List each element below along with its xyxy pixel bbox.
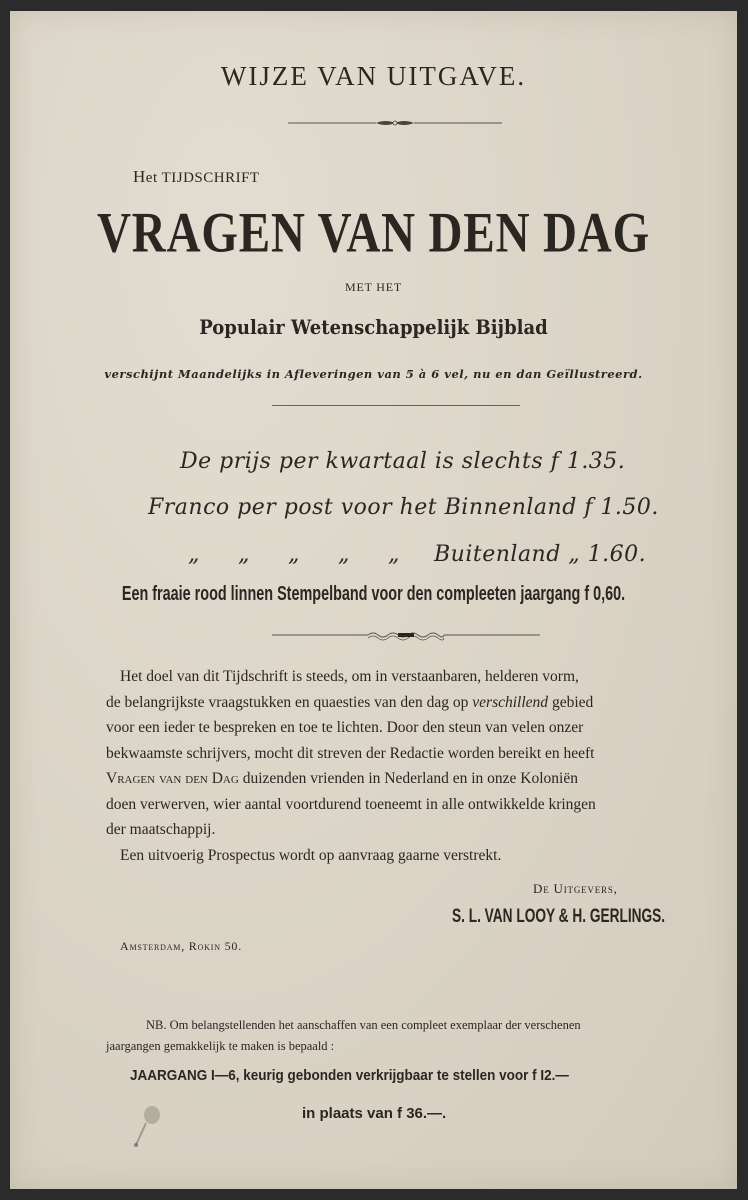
ditto-mark: „ xyxy=(338,542,350,567)
intro-capital: H xyxy=(133,167,146,186)
publication-frequency: verschijnt Maandelijks in Afleveringen van 5 à 6 vel, nu en dan Geïllustreerd. xyxy=(104,367,643,381)
divider-rule xyxy=(272,405,520,406)
publishers-names: S. L. VAN LOOY & H. GERLINGS. xyxy=(452,906,666,927)
bundle-offer: JAARGANG I—6, keurig gebonden verkrijgbaar te stellen voor f I2.— xyxy=(130,1067,569,1084)
wave-ornament-icon xyxy=(272,629,540,641)
body-line: doen verwerven, wier aantal voortdurend toeneemt in alle ontwikkelde kringen xyxy=(106,795,596,813)
page-heading: WIJZE VAN UITGAVE. xyxy=(220,61,527,91)
binding-offer: Een fraaie rood linnen Stempelband voor den compleeten jaargang f 0,60. xyxy=(121,583,626,605)
publishers-label: De Uitgevers, xyxy=(533,881,618,896)
intro-rest: et TIJDSCHRIFT xyxy=(145,170,260,186)
nb-note xyxy=(106,1015,726,1057)
document-page xyxy=(10,11,737,1189)
original-price: in plaats van f 36.—. xyxy=(302,1105,447,1122)
ditto-mark: „ xyxy=(238,542,250,567)
nb-line: NB. Om belangstellenden het aanschaffen van een compleet exemplaar der verschenen xyxy=(146,1018,581,1032)
body-line: Vragen van den Dag duizenden vrienden in Nederland en in onze Koloniën xyxy=(106,770,578,787)
description-paragraph xyxy=(106,664,706,868)
publisher-address: Amsterdam, Rokin 50. xyxy=(120,939,243,953)
ditto-mark: „ xyxy=(388,542,400,567)
ditto-mark: „ xyxy=(288,542,300,567)
price-foreign-row xyxy=(188,542,646,567)
nb-line: jaargangen gemakkelijk te maken is bepaald : xyxy=(106,1039,335,1053)
body-line: Een uitvoerig Prospectus wordt op aanvraag gaarne verstrekt. xyxy=(120,846,502,864)
bijblad-title: Populair Wetenschappelijk Bijblad xyxy=(199,315,548,339)
body-line: bekwaamste schrijvers, mocht dit streven der Redactie worden bereikt en heeft xyxy=(106,744,595,762)
journal-title: VRAGEN VAN DEN DAG xyxy=(96,201,651,265)
body-line: Het doel van dit Tijdschrift is steeds, om in verstaanbaren, helderen vorm, xyxy=(120,668,579,685)
body-line: der maatschappij. xyxy=(106,821,216,838)
ditto-mark: „ xyxy=(188,542,200,567)
body-line: voor een ieder te bespreken en toe te lichten. Door den steun van velen onzer xyxy=(106,719,584,736)
paper-stain xyxy=(128,1101,168,1151)
body-line: de belangrijkste vraagstukken en quaesties van den dag op verschillend gebied xyxy=(106,693,594,711)
price-domestic: Franco per post voor het Binnenland f 1.50. xyxy=(148,495,659,520)
ornament-divider-icon xyxy=(288,119,502,127)
met-het-label: MET HET xyxy=(344,280,403,294)
price-foreign: Buitenland „ 1.60. xyxy=(434,542,647,567)
intro-label xyxy=(133,167,260,187)
price-quarterly: De prijs per kwartaal is slechts f 1.35. xyxy=(180,449,626,474)
